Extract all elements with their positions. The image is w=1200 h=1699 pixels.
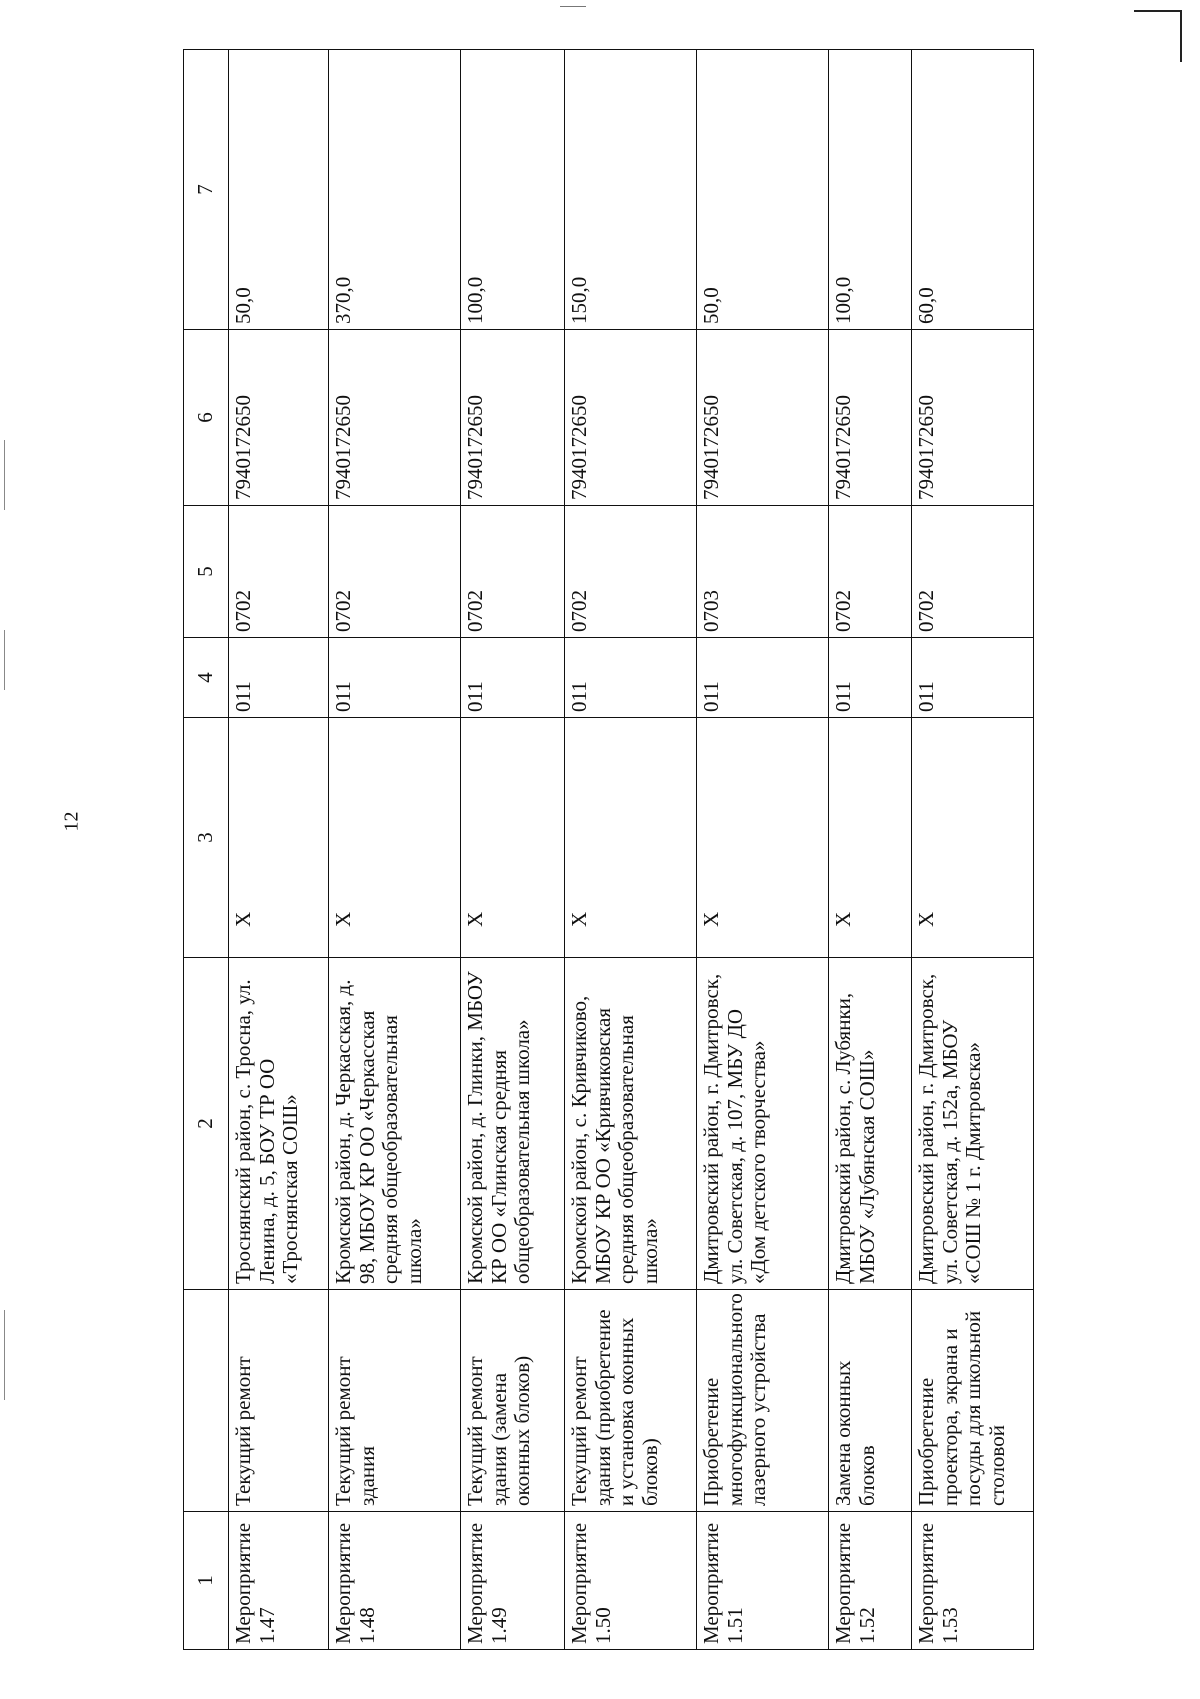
header-col-2: 2: [184, 958, 229, 1290]
cell-col-5: 0702: [829, 506, 912, 638]
top-scan-mark: [560, 6, 586, 7]
event-id: Мероприятие 1.49: [461, 1512, 565, 1650]
header-col-5: 5: [184, 506, 229, 638]
cell-col-5: 0702: [229, 506, 329, 638]
event-id: Мероприятие 1.47: [229, 1512, 329, 1650]
event-address: Троснянский район, с. Тросна, ул. Ленина, д. 5, БОУ ТР ОО «Троснянская СОШ»: [229, 958, 329, 1290]
event-id: Мероприятие 1.53: [912, 1512, 1034, 1650]
page-number: 12: [60, 811, 83, 832]
event-name: Приобретение проектора, экрана и посуды для школьной столовой: [912, 1290, 1034, 1512]
cell-col-6: 7940172650: [829, 330, 912, 506]
table-row: [565, 50, 697, 1650]
cell-col-5: 0702: [912, 506, 1034, 638]
table-row: [912, 50, 1034, 1650]
cell-col-6: 7940172650: [697, 330, 829, 506]
cell-col-4: 011: [829, 638, 912, 718]
scan-edge-mark: [4, 1310, 5, 1400]
table-row: [461, 50, 565, 1650]
scan-edge-mark: [4, 440, 5, 510]
header-col-3: 3: [184, 718, 229, 958]
event-address: Дмитровский район, с. Лубянки, МБОУ «Лубянская СОШ»: [829, 958, 912, 1290]
cell-col-4: 011: [565, 638, 697, 718]
event-id: Мероприятие 1.52: [829, 1512, 912, 1650]
budget-table: [183, 49, 1034, 1650]
header-col-1: 1: [184, 1512, 229, 1650]
event-id: Мероприятие 1.50: [565, 1512, 697, 1650]
cell-col-6: 7940172650: [229, 330, 329, 506]
event-name: Текущий ремонт здания (приобретение и установка оконных блоков): [565, 1290, 697, 1512]
event-address: Кромской район, с. Кривчиково, МБОУ КР ОО «Кривчиковская средняя общеобразовательная школа»: [565, 958, 697, 1290]
cell-amount: 50,0: [697, 50, 829, 330]
cell-col-5: 0703: [697, 506, 829, 638]
cell-amount: 100,0: [461, 50, 565, 330]
scan-edge-mark: [4, 630, 5, 690]
cell-col-6: 7940172650: [912, 330, 1034, 506]
cell-amount: 50,0: [229, 50, 329, 330]
cell-col-6: 7940172650: [329, 330, 461, 506]
cell-col-4: 011: [697, 638, 829, 718]
event-id: Мероприятие 1.51: [697, 1512, 829, 1650]
corner-scan-mark: [1134, 10, 1182, 62]
cell-col-3: Х: [461, 718, 565, 958]
table-row: [697, 50, 829, 1650]
cell-col-4: 011: [461, 638, 565, 718]
table-row: [829, 50, 912, 1650]
event-address: Дмитровский район, г. Дмитровск, ул. Советская, д. 152а, МБОУ «СОШ № 1 г. Дмитровска»: [912, 958, 1034, 1290]
cell-amount: 60,0: [912, 50, 1034, 330]
header-col-7: 7: [184, 50, 229, 330]
cell-col-5: 0702: [461, 506, 565, 638]
rotated-table-container: [183, 50, 1033, 1650]
table-row: [229, 50, 329, 1650]
cell-col-5: 0702: [329, 506, 461, 638]
cell-col-4: 011: [912, 638, 1034, 718]
event-name: Текущий ремонт: [229, 1290, 329, 1512]
header-col-4: 4: [184, 638, 229, 718]
event-name: Текущий ремонт здания (замена оконных блоков): [461, 1290, 565, 1512]
cell-col-3: Х: [229, 718, 329, 958]
table-header-row: [184, 50, 229, 1650]
event-name: Замена оконных блоков: [829, 1290, 912, 1512]
cell-col-5: 0702: [565, 506, 697, 638]
event-id: Мероприятие 1.48: [329, 1512, 461, 1650]
event-name: Текущий ремонт здания: [329, 1290, 461, 1512]
cell-col-3: Х: [329, 718, 461, 958]
event-address: Кромской район, д. Черкасская, д. 98, МБОУ КР ОО «Черкасская средняя общеобразовательная школа»: [329, 958, 461, 1290]
event-name: Приобретение многофункционального лазерного устройства: [697, 1290, 829, 1512]
table-row: [329, 50, 461, 1650]
header-col-activity: [184, 1290, 229, 1512]
cell-amount: 100,0: [829, 50, 912, 330]
cell-col-3: Х: [565, 718, 697, 958]
cell-col-4: 011: [229, 638, 329, 718]
event-address: Дмитровский район, г. Дмитровск, ул. Советская, д. 107, МБУ ДО «Дом детского творчества»: [697, 958, 829, 1290]
cell-col-4: 011: [329, 638, 461, 718]
cell-col-6: 7940172650: [565, 330, 697, 506]
cell-col-6: 7940172650: [461, 330, 565, 506]
cell-amount: 370,0: [329, 50, 461, 330]
cell-col-3: Х: [697, 718, 829, 958]
header-col-6: 6: [184, 330, 229, 506]
event-address: Кромской район, д. Глинки, МБОУ КР ОО «Глинская средняя общеобразовательная школа»: [461, 958, 565, 1290]
cell-col-3: Х: [829, 718, 912, 958]
cell-col-3: Х: [912, 718, 1034, 958]
cell-amount: 150,0: [565, 50, 697, 330]
